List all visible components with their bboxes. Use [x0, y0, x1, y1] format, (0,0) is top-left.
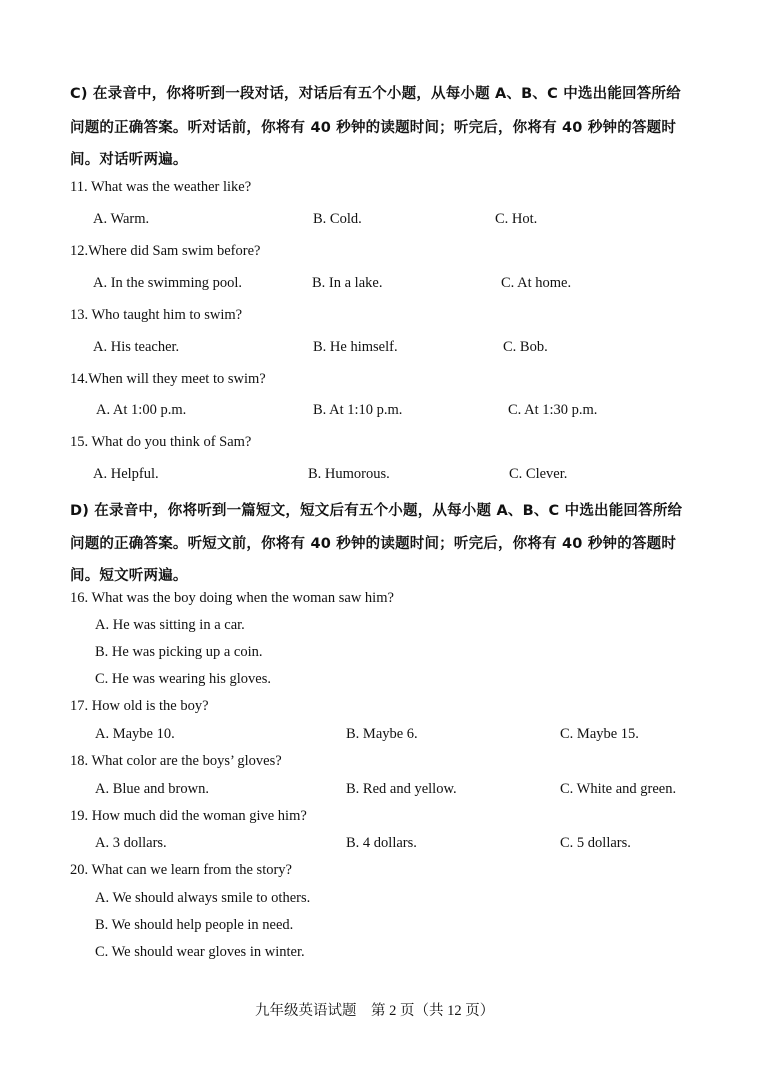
- section-c-instruction-line-2: 问题的正确答案。听对话前，你将有 40 秒钟的读题时间；听完后，你将有 40 秒钟的答题时: [70, 120, 677, 136]
- question-18-option-a: A. Blue and brown.: [95, 781, 209, 797]
- question-11-option-c: C. Hot.: [495, 211, 538, 227]
- question-12-option-b: B. In a lake.: [312, 275, 383, 291]
- question-20: 20. What can we learn from the story?: [70, 862, 292, 878]
- section-d-instruction-line-3: 间。短文听两遍。: [70, 568, 188, 584]
- question-20-option-c: C. We should wear gloves in winter.: [95, 944, 305, 960]
- question-19-option-c: C. 5 dollars.: [560, 835, 631, 851]
- question-15-option-b: B. Humorous.: [308, 466, 390, 482]
- question-13: 13. Who taught him to swim?: [70, 307, 243, 323]
- question-16: 16. What was the boy doing when the woman saw him?: [70, 590, 394, 606]
- question-16-option-a: A. He was sitting in a car.: [95, 617, 245, 633]
- question-16-option-c: C. He was wearing his gloves.: [95, 671, 271, 687]
- question-11-option-a: A. Warm.: [93, 211, 150, 227]
- question-19-option-b: B. 4 dollars.: [346, 835, 417, 851]
- question-20-option-b: B. We should help people in need.: [95, 917, 294, 933]
- question-16-option-b: B. He was picking up a coin.: [95, 644, 263, 660]
- question-17-option-c: C. Maybe 15.: [560, 726, 639, 742]
- question-13-option-a: A. His teacher.: [93, 339, 180, 355]
- question-13-option-c: C. Bob.: [503, 339, 548, 355]
- question-11-option-b: B. Cold.: [313, 211, 362, 227]
- question-15-option-c: C. Clever.: [509, 466, 568, 482]
- question-20-option-a: A. We should always smile to others.: [95, 890, 311, 906]
- question-15-option-a: A. Helpful.: [93, 466, 159, 482]
- question-14-option-b: B. At 1:10 p.m.: [313, 402, 403, 418]
- question-14-option-c: C. At 1:30 p.m.: [508, 402, 598, 418]
- question-13-option-b: B. He himself.: [313, 339, 398, 355]
- section-c-instruction-line-3: 间。对话听两遍。: [70, 152, 188, 168]
- question-11: 11. What was the weather like?: [70, 179, 252, 195]
- question-12: 12.Where did Sam swim before?: [70, 243, 261, 259]
- question-19-option-a: A. 3 dollars.: [95, 835, 167, 851]
- question-12-option-a: A. In the swimming pool.: [93, 275, 243, 291]
- section-d-instruction-line-1: D) 在录音中，你将听到一篇短文，短文后有五个小题，从每小题 A、B、C 中选出能回答所给: [70, 503, 683, 519]
- section-c-instruction-line-1: C) 在录音中，你将听到一段对话，对话后有五个小题，从每小题 A、B、C 中选出能回答所给: [70, 86, 681, 102]
- question-14-option-a: A. At 1:00 p.m.: [96, 402, 187, 418]
- question-18-option-c: C. White and green.: [560, 781, 677, 797]
- section-d-instruction-line-2: 问题的正确答案。听短文前，你将有 40 秒钟的读题时间；听完后，你将有 40 秒钟的答题时: [70, 536, 677, 552]
- question-15: 15. What do you think of Sam?: [70, 434, 252, 450]
- question-12-option-c: C. At home.: [501, 275, 572, 291]
- question-17-option-a: A. Maybe 10.: [95, 726, 175, 742]
- question-14: 14.When will they meet to swim?: [70, 371, 266, 387]
- question-17: 17. How old is the boy?: [70, 698, 209, 714]
- page-footer: 九年级英语试题 第 2 页（共 12 页）: [255, 1003, 495, 1019]
- question-17-option-b: B. Maybe 6.: [346, 726, 418, 742]
- question-19: 19. How much did the woman give him?: [70, 808, 307, 824]
- question-18-option-b: B. Red and yellow.: [346, 781, 457, 797]
- question-18: 18. What color are the boys’ gloves?: [70, 753, 282, 769]
